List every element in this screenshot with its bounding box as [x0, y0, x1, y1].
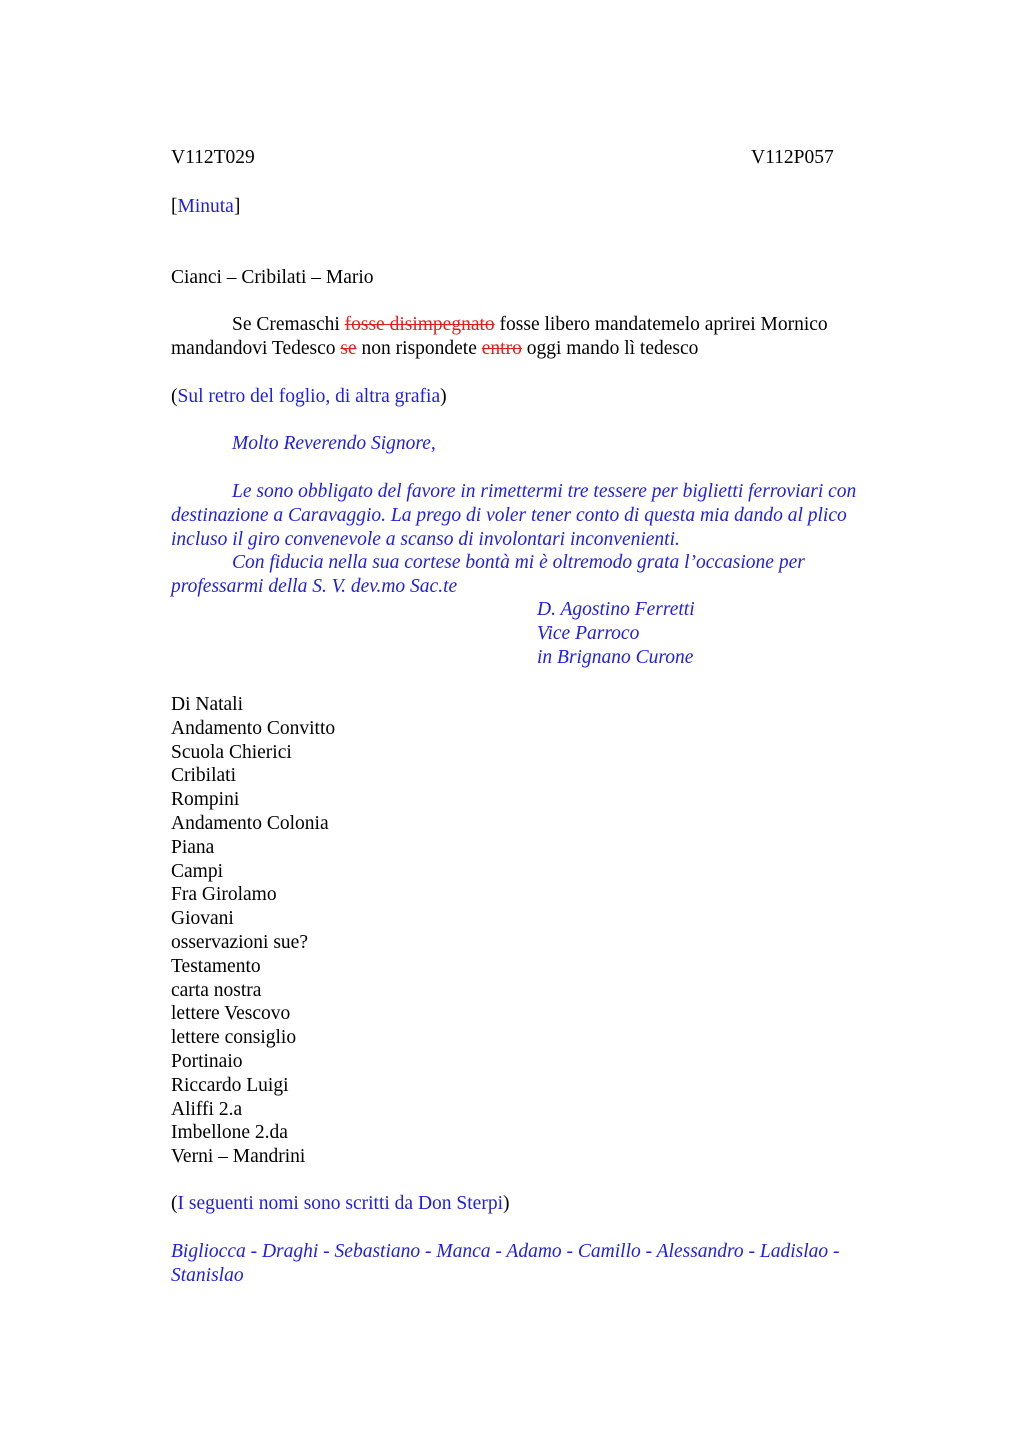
document-code-left: V112T029 [171, 147, 255, 168]
list-item: Aliffi 2.a [171, 1098, 243, 1120]
list-item: Cribilati [171, 765, 236, 787]
list-item: Rompini [171, 789, 240, 811]
paren-close: ) [440, 386, 447, 407]
list-item: lettere Vescovo [171, 1003, 291, 1025]
list-item: osservazioni sue? [171, 931, 308, 953]
deleted-text: fosse disimpegnato [344, 314, 495, 335]
paren-open: ( [171, 1193, 178, 1214]
note-segment: oggi mando lì tedesco [521, 337, 699, 359]
list-item: Di Natali [171, 694, 244, 715]
list-item: Verni – Mandrini [171, 1146, 306, 1168]
sterpi-names-text: Bigliocca - Draghi - Sebastiano - Manca - Adamo - Camillo - Alessandro - Ladislao - Stanislao [171, 1241, 840, 1286]
signature-title: Vice Parroco [537, 622, 640, 644]
sterpi-names [171, 1240, 891, 1288]
draft-note-paragraph [171, 313, 901, 361]
list-item: lettere consiglio [171, 1027, 297, 1049]
list-item: Piana [171, 836, 215, 858]
names-line: Cianci – Cribilati – Mario [171, 267, 374, 288]
list-item: Campi [171, 860, 223, 882]
sterpi-note [171, 1192, 510, 1216]
sterpi-note-label: I seguenti nomi sono scritti da Don Sterpi [177, 1193, 504, 1214]
deleted-text: entro [481, 337, 522, 359]
document-code-right: V112P057 [751, 147, 834, 168]
signature-place: in Brignano Curone [537, 646, 694, 668]
letter-signature [537, 598, 695, 669]
list-item: Imbellone 2.da [171, 1122, 288, 1144]
note-segment: Se Cremaschi [232, 314, 345, 335]
minuta-label: Minuta [177, 196, 234, 217]
retro-label: Sul retro del foglio, di altra grafia [177, 386, 441, 407]
letter-body [171, 480, 901, 599]
letter-salutation: Molto Reverendo Signore, [232, 433, 436, 454]
topic-list [171, 693, 335, 1169]
list-item: Scuola Chierici [171, 741, 292, 763]
retro-note [171, 385, 447, 409]
bracket-open: [ [171, 196, 178, 217]
letter-paragraph-2: Con fiducia nella sua cortese bontà mi è oltremodo grata l’occasione per professarmi della S. V. dev.mo Sac.te [171, 552, 805, 598]
draft-note [171, 313, 901, 361]
signature-name: D. Agostino Ferretti [537, 599, 695, 620]
list-item: Giovani [171, 908, 234, 930]
letter-paragraph-1: Le sono obbligato del favore in rimettermi tre tessere per biglietti ferroviari con destinazione a Caravaggio. La prego di voler tener conto di questa mia dando al plico incluso il giro convenevole a scanso di involontari inconvenienti. [171, 481, 857, 550]
list-item: Testamento [171, 955, 261, 977]
paren-close: ) [503, 1193, 510, 1214]
note-segment: non rispondete [356, 337, 482, 359]
minuta-tag [171, 195, 240, 219]
list-item: carta nostra [171, 979, 262, 1001]
list-item: Andamento Convitto [171, 717, 336, 739]
paren-open: ( [171, 386, 178, 407]
list-item: Fra Girolamo [171, 884, 277, 906]
list-item: Andamento Colonia [171, 812, 329, 834]
list-item: Riccardo Luigi [171, 1074, 289, 1096]
note-segment: fosse libero mandatemelo aprirei Mornico mandandovi Tedesco [171, 314, 828, 359]
bracket-close: ] [233, 196, 241, 217]
list-item: Portinaio [171, 1050, 243, 1072]
deleted-text: se [340, 337, 357, 359]
